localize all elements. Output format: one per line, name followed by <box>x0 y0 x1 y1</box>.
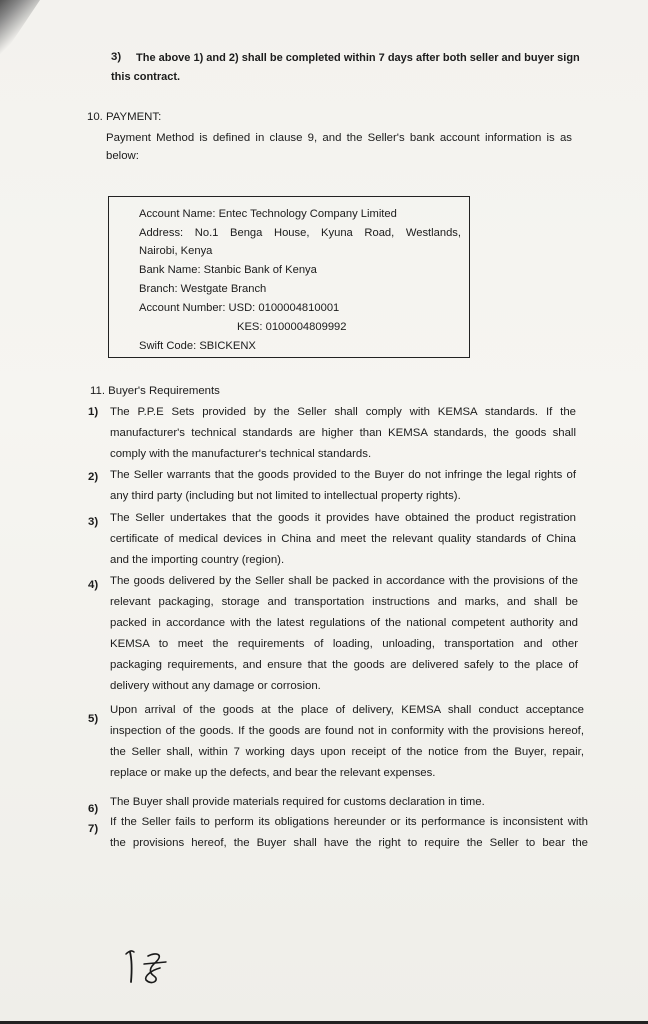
bank-info-box <box>108 196 470 358</box>
req-item-6-text: The Buyer shall provide materials required for customs declaration in time. <box>110 796 485 808</box>
bank-account-kes: KES: 0100004809992 <box>237 321 347 333</box>
item3-line1: The above 1) and 2) shall be completed within 7 days after both seller and buyer sign <box>136 52 580 64</box>
requirements-heading: 11. Buyer's Requirements <box>90 385 220 397</box>
bank-address-line1: Address: No.1 Benga House, Kyuna Road, Westlands, <box>139 227 461 239</box>
item3-number: 3) <box>111 51 122 63</box>
req-item-4-number: 4) <box>88 579 99 591</box>
req-item-2-text: The Seller warrants that the goods provided to the Buyer do not infringe the legal rights of any third party (including but not limited to intellectual property rights). <box>110 469 576 502</box>
bank-account-usd: Account Number: USD: 0100004810001 <box>139 302 340 314</box>
req-item-3-number: 3) <box>88 516 99 528</box>
req-item-4-text: The goods delivered by the Seller shall be packed in accordance with the provisions of the relevant packaging, storage and transportation instructions and marks, and shall be packed in accordance with the latest regulations of the national competent authority and KEMSA to meet the requirements of loading, unloading, transportation and other packaging requirements, and ensure that the goods are delivered safely to the place of delivery without any damage or corrosion. <box>110 575 578 692</box>
req-item-3-text: The Seller undertakes that the goods it provides have obtained the product registration certificate of medical devices in China and meet the relevant quality standards of China and the importing country (region). <box>110 512 576 566</box>
req-item-2-number: 2) <box>88 471 99 483</box>
req-item-1-text: The P.P.E Sets provided by the Seller shall comply with KEMSA standards. If the manufacturer's technical standards are higher than KEMSA standards, the goods shall comply with the manufacturer's technical standards. <box>110 406 576 460</box>
req-item-7-number: 7) <box>88 823 99 835</box>
req-item-6-number: 6) <box>88 803 99 815</box>
payment-heading: 10. PAYMENT: <box>87 111 162 123</box>
bank-swift-code: Swift Code: SBICKENX <box>139 340 256 352</box>
req-item-5-text: Upon arrival of the goods at the place of delivery, KEMSA shall conduct acceptance inspection of the goods. If the goods are found not in conformity with the provisions hereof, the Seller shall, within 7 working days upon receipt of the notice from the Buyer, repair, replace or make up the defects, and bear the relevant expenses. <box>110 704 584 779</box>
bank-name: Bank Name: Stanbic Bank of Kenya <box>139 264 317 276</box>
handwritten-page-mark <box>122 942 174 988</box>
item3-line2: this contract. <box>111 71 181 83</box>
bank-address-line2: Nairobi, Kenya <box>139 245 213 257</box>
bank-branch: Branch: Westgate Branch <box>139 283 267 295</box>
bank-account-name: Account Name: Entec Technology Company Limited <box>139 208 397 220</box>
page-corner-fold <box>0 0 40 60</box>
req-item-7-text: If the Seller fails to perform its obligations hereunder or its performance is inconsistent with the provisions hereof, the Buyer shall have the right to require the Seller to bear the <box>110 816 588 849</box>
payment-line2: below: <box>106 150 139 162</box>
req-item-1-number: 1) <box>88 406 99 418</box>
req-item-5-number: 5) <box>88 713 99 725</box>
payment-line1: Payment Method is defined in clause 9, and the Seller's bank account information is as <box>106 132 572 144</box>
